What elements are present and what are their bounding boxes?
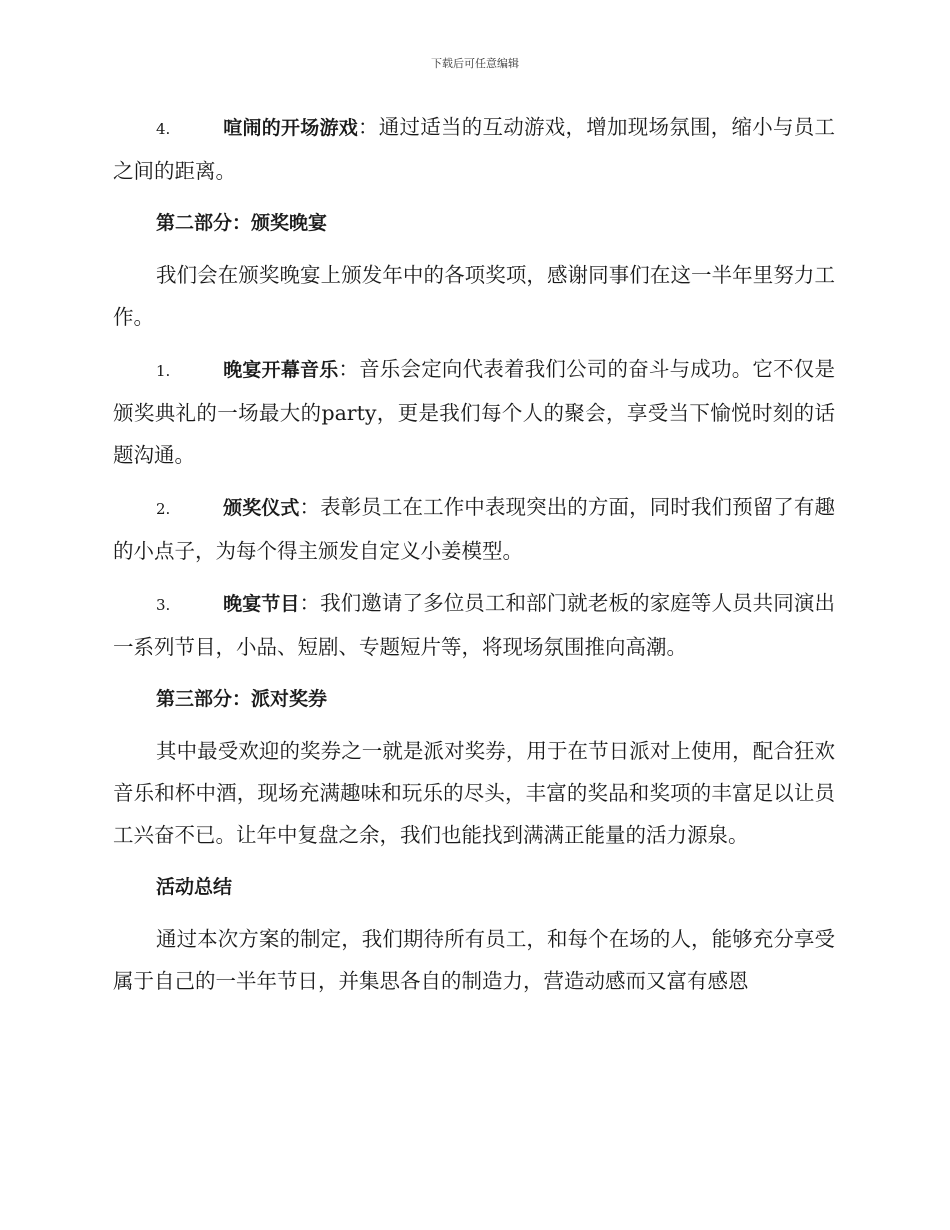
- list-item-text: ：音乐会定向代表着我们公司的奋斗与成功。它不仅是颁奖典礼的一场最大的party，更是我们每个人的聚会，享受当下愉悦时刻的话题沟通。: [113, 357, 835, 467]
- list-item-4: [113, 106, 835, 192]
- list-number: 1.: [156, 362, 171, 380]
- section-heading-awards: 第二部分：颁奖晚宴: [156, 212, 328, 234]
- section-heading-summary: 活动总结: [156, 876, 233, 898]
- list-number: 2.: [156, 500, 171, 518]
- list-item-text: ：我们邀请了多位员工和部门就老板的家庭等人员共同演出一系列节目，小品、短剧、专题短片等，将现场氛围推向高潮。: [113, 591, 835, 659]
- list-item-text: ：通过适当的互动游戏，增加现场氛围，缩小与员工之间的距离。: [113, 115, 835, 183]
- list-item-1: [113, 348, 835, 476]
- list-item-title: 晚宴开幕音乐: [223, 359, 339, 381]
- document-body: [113, 106, 835, 1012]
- list-number: 4.: [156, 120, 171, 138]
- list-item-3: [113, 582, 835, 668]
- list-item-title: 颁奖仪式: [223, 497, 300, 519]
- list-number: 3.: [156, 596, 171, 614]
- page-header: 下载后可任意编辑: [431, 57, 519, 70]
- section-intro: 我们会在颁奖晚宴上颁发年中的各项奖项，感谢同事们在这一半年里努力工作。: [113, 263, 835, 329]
- list-item-title: 喧闹的开场游戏: [223, 117, 358, 139]
- list-item-title: 晚宴节目: [223, 593, 300, 615]
- list-item-text: ：表彰员工在工作中表现突出的方面，同时我们预留了有趣的小点子，为每个得主颁发自定义小姜模型。: [113, 495, 835, 563]
- section-paragraph: 其中最受欢迎的奖券之一就是派对奖券，用于在节日派对上使用，配合狂欢音乐和杯中酒，现场充满趣味和玩乐的尽头，丰富的奖品和奖项的丰富足以让员工兴奋不已。让年中复盘之余，我们也能找到满满正能量的活力源泉。: [113, 739, 835, 847]
- list-item-2: [113, 486, 835, 572]
- section-heading-tickets: 第三部分：派对奖券: [156, 688, 328, 710]
- summary-paragraph: 通过本次方案的制定，我们期待所有员工，和每个在场的人，能够充分享受属于自己的一半年节日，并集思各自的制造力，营造动感而又富有感恩: [113, 927, 835, 993]
